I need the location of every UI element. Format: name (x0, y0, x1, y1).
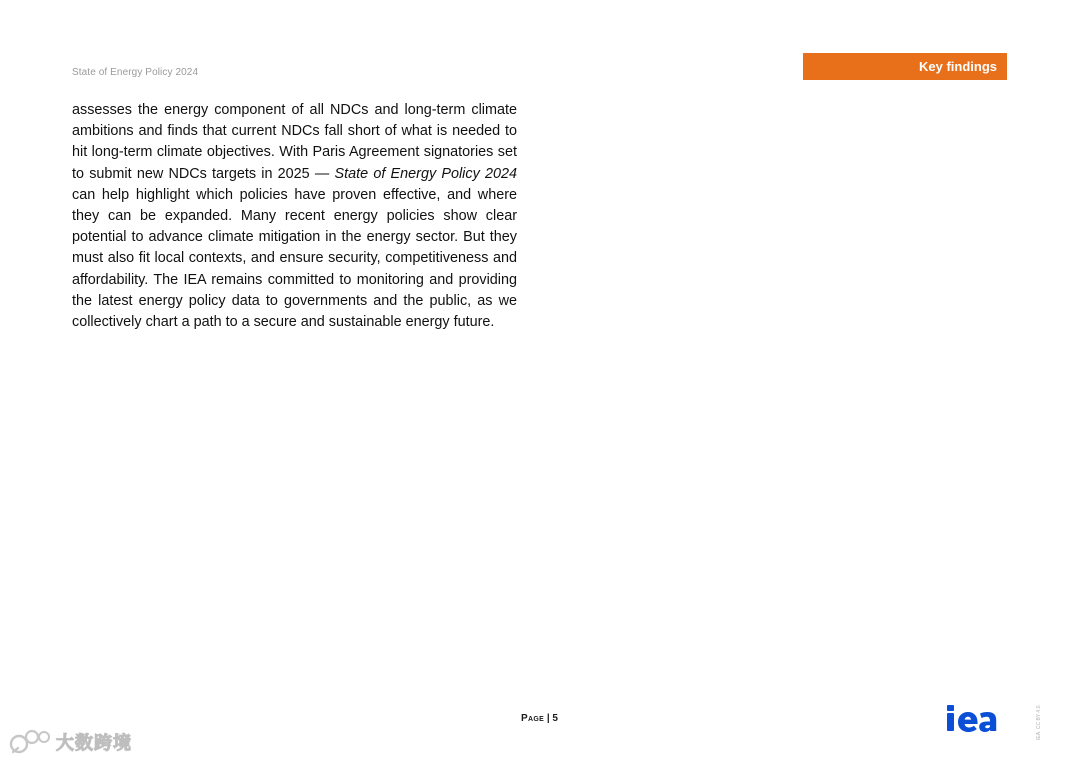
section-tab-label: Key findings (918, 59, 997, 74)
page-separator: | (544, 713, 553, 724)
page-number-value: 5 (552, 713, 558, 724)
section-tab-key-findings (803, 53, 1007, 80)
document-title: State of Energy Policy 2024 (72, 67, 199, 78)
body-text-part2: can help highlight which policies have proven effective, and where they can be expanded. Many recent energy policies show clear potential to advance climate mitigation in the energy sector. But they must also fit local contexts, and ensure security, competitiveness and affordability. The IEA remains committed to monitoring and providing the latest energy policy data to governments and the public, as we collectively chart a path to a secure and sustainable energy future. (72, 186, 517, 331)
body-text-part1: assesses the energy component of all NDCs and long-term climate ambitions and finds that current NDCs fall short of what is needed to hit long-term climate objectives. With Paris Agreement signatories set to submit new NDCs targets in 2025 — (72, 102, 517, 182)
page-label: Page (521, 713, 545, 724)
watermark-text: 大数跨境 (56, 733, 132, 754)
watermark (8, 728, 148, 756)
body-paragraph (72, 100, 517, 333)
page-number (521, 713, 558, 724)
iea-logo-icon (946, 704, 1008, 732)
license-text: IEA. CC BY 4.0. (1036, 704, 1042, 740)
watermark-mark-icon (8, 728, 52, 756)
report-title-italic: State of Energy Policy 2024 (334, 165, 517, 182)
